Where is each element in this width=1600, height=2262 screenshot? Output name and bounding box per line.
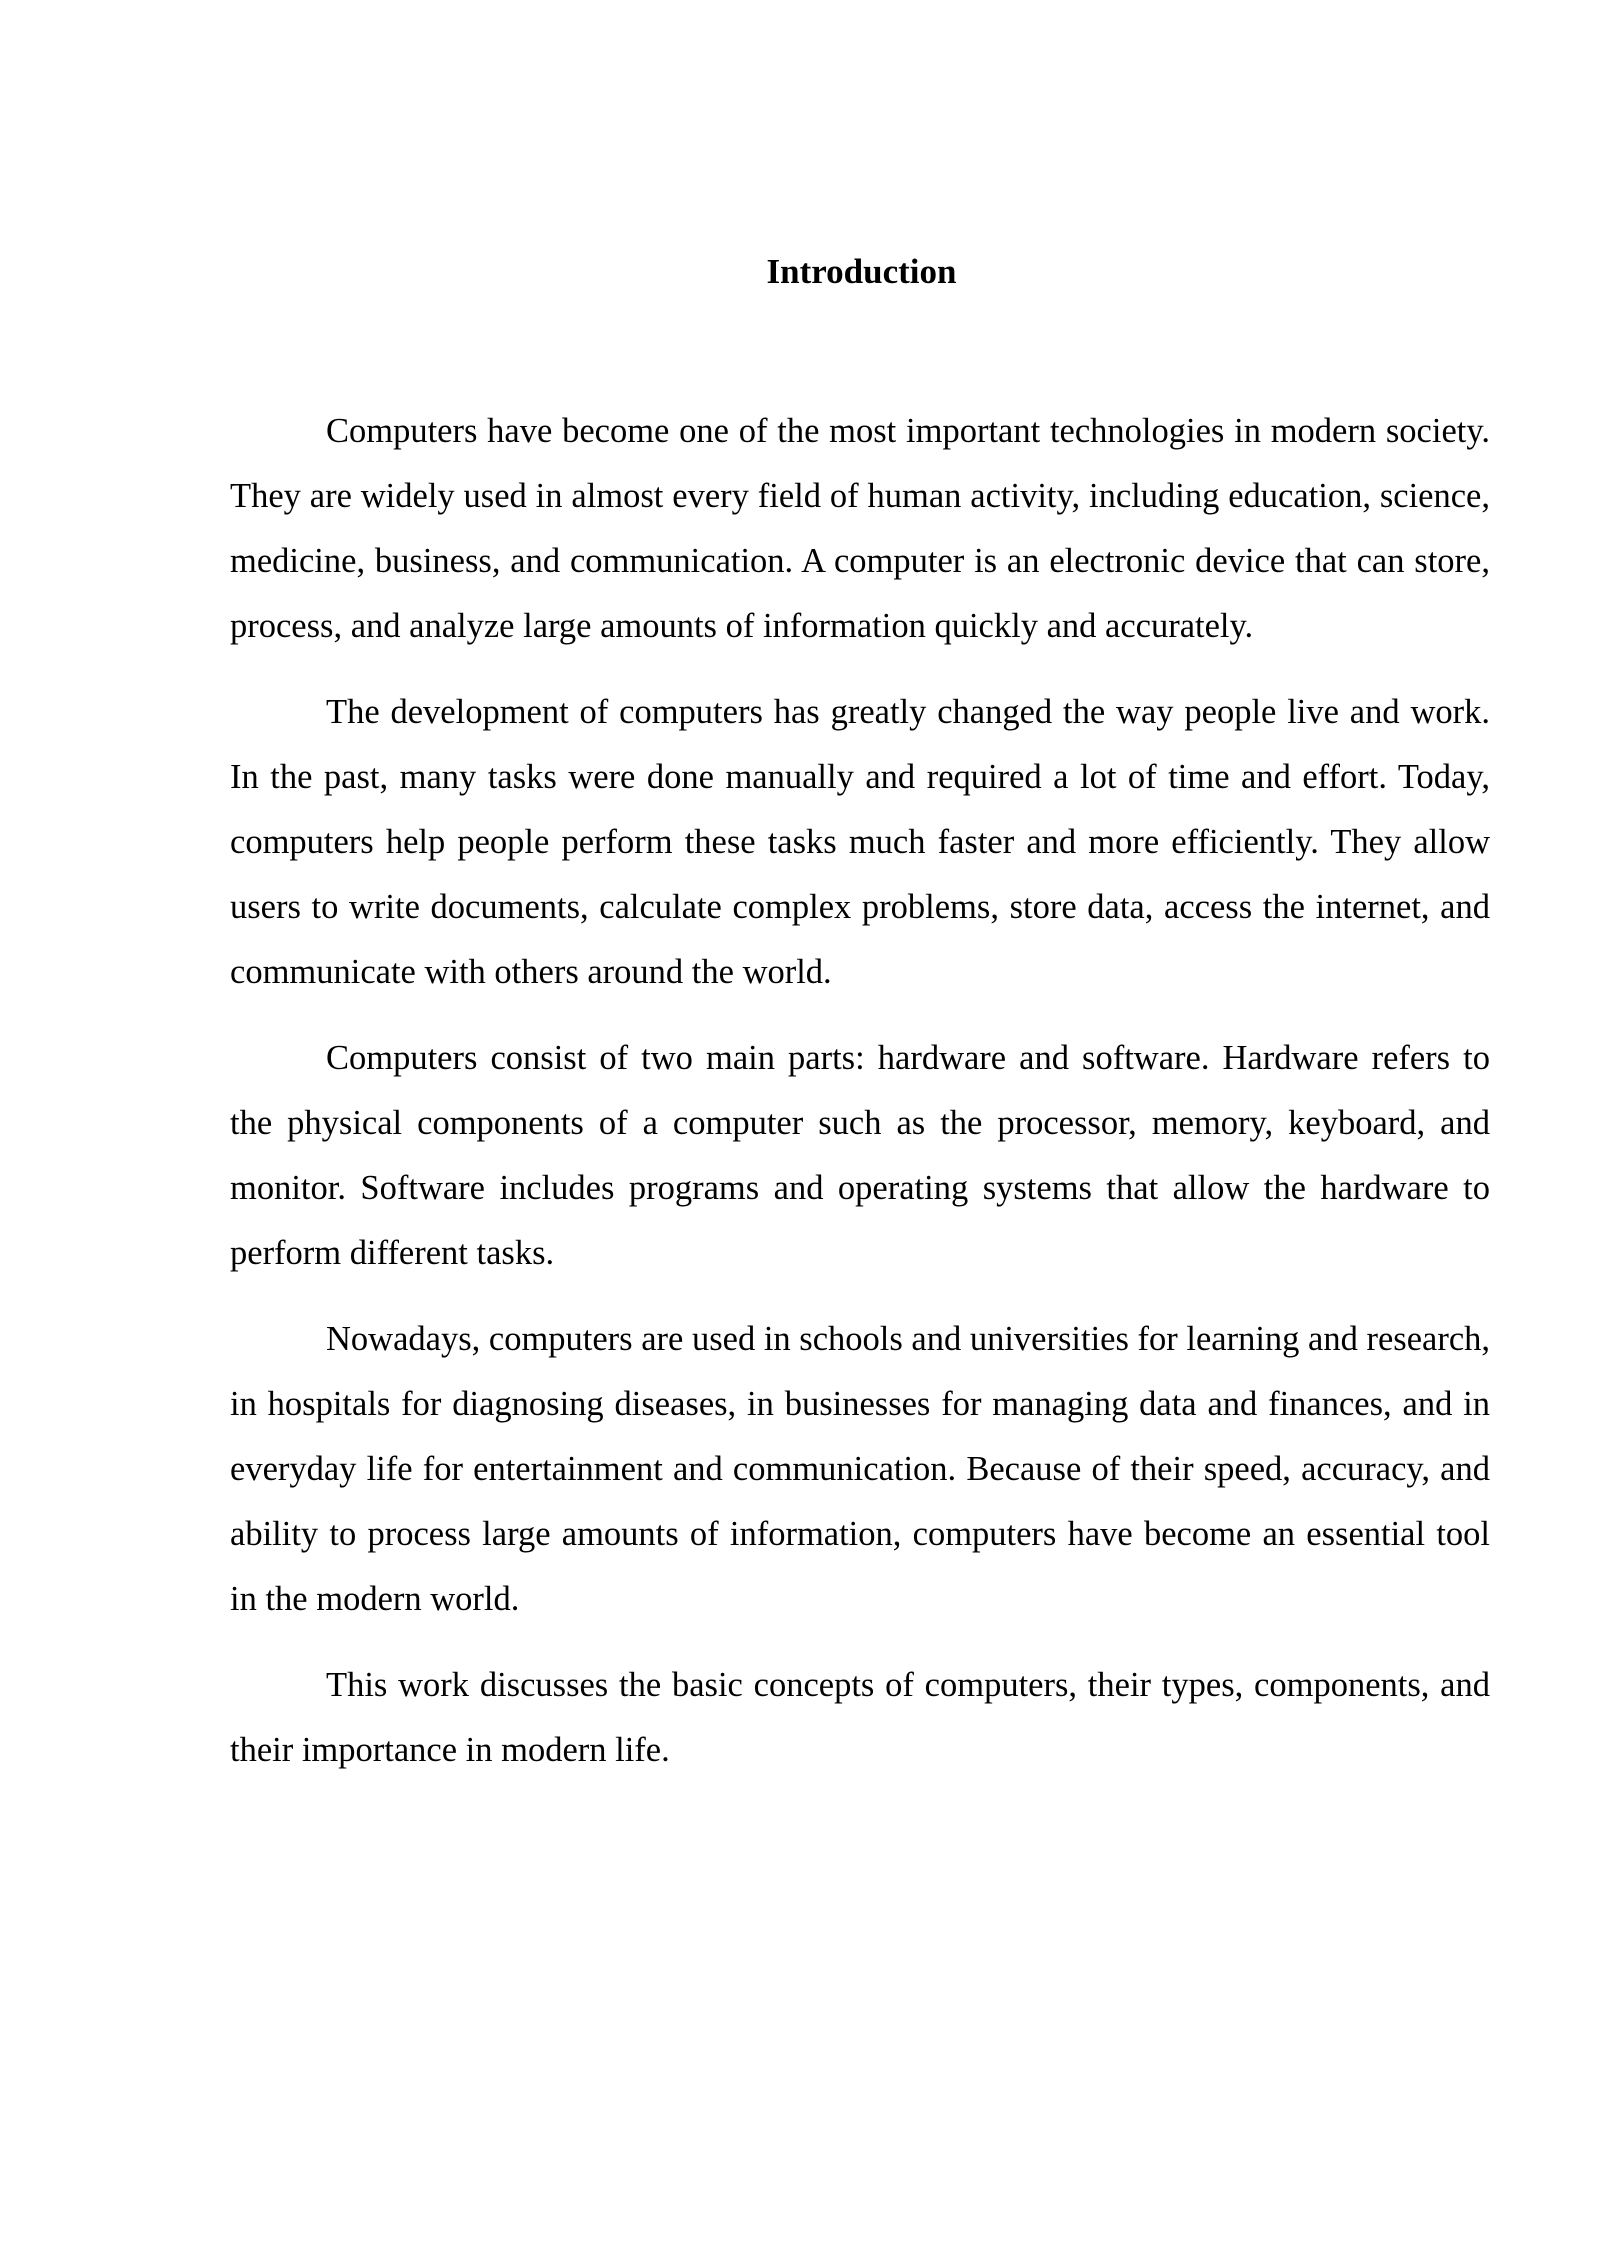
page-title: Introduction — [766, 252, 957, 291]
paragraph-1: Computers have become one of the most important technologies in modern society. They are widely used in almost every field of human activity, including education, science, medicine, business, and communication. A computer is an electronic device that can store, process, and analyze large amounts of information quickly and accurately. — [230, 412, 1490, 645]
paragraph-5: This work discusses the basic concepts of computers, their types, components, and their importance in modern life. — [230, 1666, 1490, 1769]
paragraph-3: Computers consist of two main parts: hardware and software. Hardware refers to the physical components of a computer such as the processor, memory, keyboard, and monitor. Software includes programs and operating systems that allow the hardware to perform different tasks. — [230, 1039, 1490, 1272]
paragraph-4: Nowadays, computers are used in schools and universities for learning and research, in hospitals for diagnosing diseases, in businesses for managing data and finances, and in everyday life for entertainment and communication. Because of their speed, accuracy, and ability to process large amounts of information, computers have become an essential tool in the modern world. — [230, 1320, 1491, 1618]
body-text — [230, 399, 1490, 1804]
paragraph-2: The development of computers has greatly changed the way people live and work. In the past, many tasks were done manually and required a lot of time and effort. Today, computers help people perform these tasks much faster and more efficiently. They allow users to write documents, calculate complex problems, store data, access the internet, and communicate with others around the world. — [230, 693, 1490, 991]
